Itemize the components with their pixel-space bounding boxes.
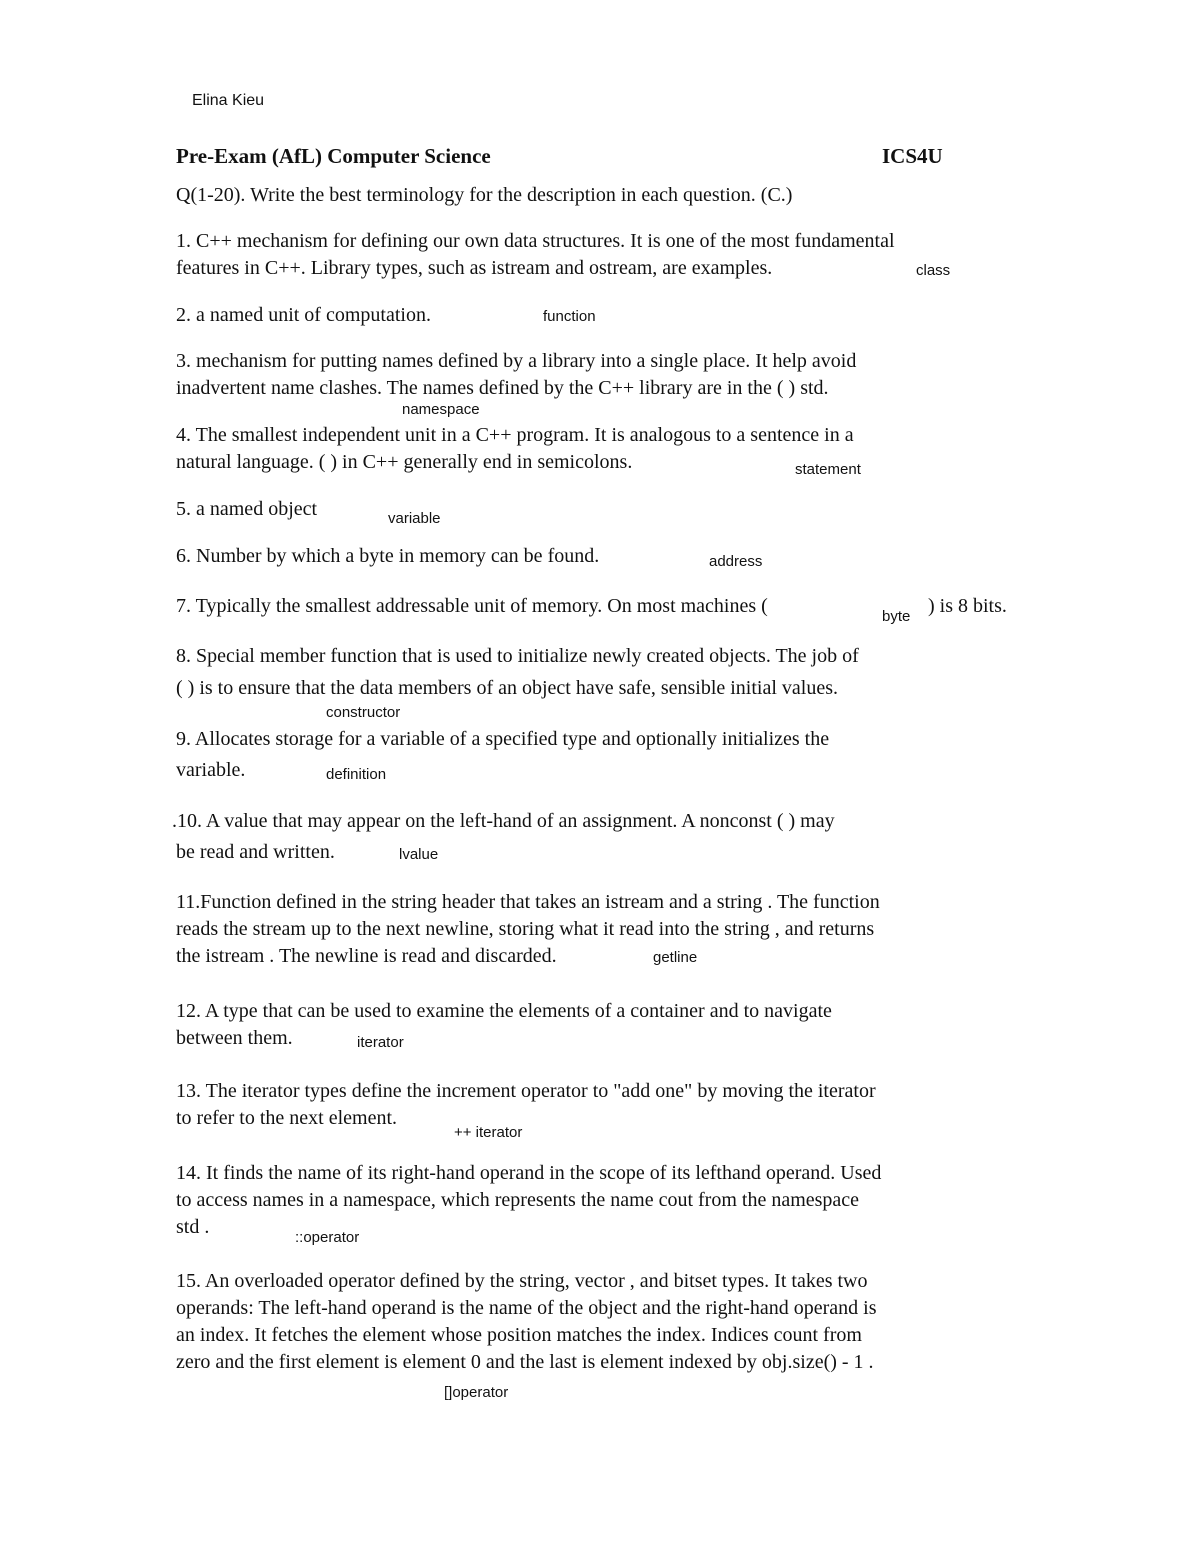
question-3-line-1: 3. mechanism for putting names defined by a library into a single place. It help avoid	[176, 350, 857, 372]
question-1-answer: class	[916, 262, 951, 279]
question-11-line-3: the istream . The newline is read and discarded.	[176, 945, 557, 967]
question-13-line-1: 13. The iterator types define the increment operator to "add one" by moving the iterator	[176, 1080, 876, 1102]
question-4-line-1: 4. The smallest independent unit in a C++ program. It is analogous to a sentence in a	[176, 424, 854, 446]
question-11-line-1: 11.Function defined in the string header that takes an istream and a string . The function	[176, 891, 880, 913]
question-4-answer: statement	[795, 461, 861, 478]
question-7-line-2: ) is 8 bits.	[928, 595, 1007, 617]
question-2-line-1: 2. a named unit of computation.	[176, 304, 431, 326]
question-1-line-1: 1. C++ mechanism for defining our own data structures. It is one of the most fundamental	[176, 230, 895, 252]
question-15-answer: []operator	[444, 1384, 509, 1401]
question-3-answer: namespace	[402, 401, 480, 418]
question-7-answer: byte	[882, 608, 911, 625]
question-10-answer: lvalue	[399, 846, 439, 863]
instructions: Q(1-20). Write the best terminology for the description in each question. (C.)	[176, 184, 793, 206]
question-12-line-1: 12. A type that can be used to examine the elements of a container and to navigate	[176, 1000, 832, 1022]
question-9-line-2: variable.	[176, 759, 246, 781]
question-10-line-1: .10. A value that may appear on the left-hand of an assignment. A nonconst ( ) may	[172, 810, 835, 832]
course-code: ICS4U	[882, 144, 943, 168]
question-11-answer: getline	[653, 949, 698, 966]
question-8-line-1: 8. Special member function that is used to initialize newly created objects. The job of	[176, 645, 859, 667]
document-title: Pre-Exam (AfL) Computer Science	[176, 144, 491, 168]
question-9-answer: definition	[326, 766, 387, 783]
question-7-line-1: 7. Typically the smallest addressable unit of memory. On most machines (	[176, 595, 768, 617]
question-15-line-1: 15. An overloaded operator defined by the string, vector , and bitset types. It takes two	[176, 1270, 868, 1292]
question-15-line-2: operands: The left-hand operand is the name of the object and the right-hand operand is	[176, 1297, 877, 1319]
question-13-line-2: to refer to the next element.	[176, 1107, 398, 1129]
question-8-line-2: ( ) is to ensure that the data members of an object have safe, sensible initial values.	[176, 677, 839, 699]
question-10-line-2: be read and written.	[176, 841, 335, 863]
question-14-line-3: std .	[176, 1216, 210, 1238]
question-14-line-2: to access names in a namespace, which represents the name cout from the namespace	[176, 1189, 860, 1211]
question-6-line-1: 6. Number by which a byte in memory can be found.	[176, 545, 600, 567]
question-6-answer: address	[709, 553, 763, 570]
question-9-line-1: 9. Allocates storage for a variable of a specified type and optionally initializes the	[176, 728, 830, 750]
question-15-line-4: zero and the first element is element 0 and the last is element indexed by obj.size() - 1 .	[176, 1351, 874, 1373]
question-12-line-2: between them.	[176, 1027, 293, 1049]
question-12-answer: iterator	[357, 1034, 404, 1051]
question-2-answer: function	[543, 308, 596, 325]
student-name: Elina Kieu	[192, 92, 265, 109]
question-8-answer: constructor	[326, 704, 401, 721]
question-14-line-1: 14. It finds the name of its right-hand operand in the scope of its lefthand operand. Used	[176, 1162, 882, 1184]
question-15-line-3: an index. It fetches the element whose position matches the index. Indices count from	[176, 1324, 862, 1346]
question-1-line-2: features in C++. Library types, such as istream and ostream, are examples.	[176, 257, 773, 279]
question-4-line-2: natural language. ( ) in C++ generally end in semicolons.	[176, 451, 633, 473]
question-14-answer: ::operator	[295, 1229, 360, 1246]
question-5-answer: variable	[388, 510, 441, 527]
question-11-line-2: reads the stream up to the next newline, storing what it read into the string , and returns	[176, 918, 875, 940]
question-5-line-1: 5. a named object	[176, 498, 318, 520]
question-3-line-2: inadvertent name clashes. The names defined by the C++ library are in the ( ) std.	[176, 377, 829, 399]
question-13-answer: ++ iterator	[454, 1124, 523, 1141]
